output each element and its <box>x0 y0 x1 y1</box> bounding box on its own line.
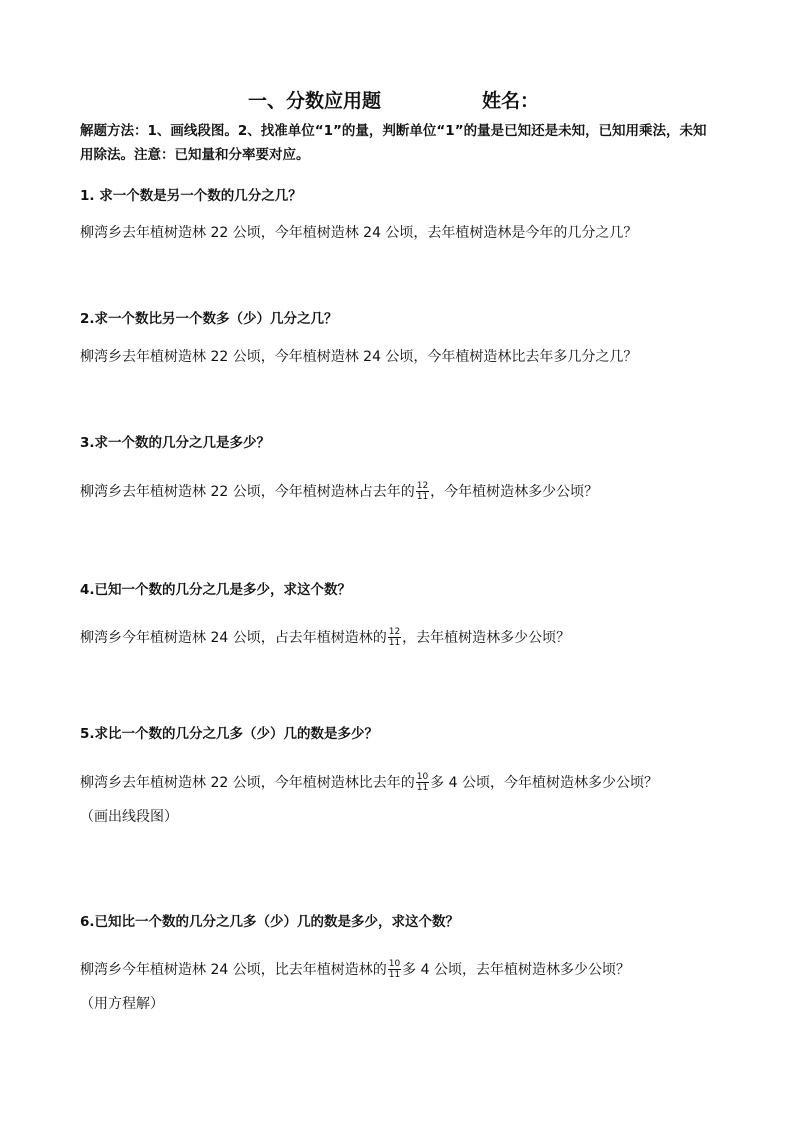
q2-text: 柳湾乡去年植树造林 22 公顷，今年植树造林 24 公顷，今年植树造林比去年多几分之几？ <box>80 349 638 365</box>
q2-heading: 2.求一个数比另一个数多（少）几分之几？ <box>80 311 338 327</box>
q4-fraction-denominator: 11 <box>388 637 401 648</box>
q1-heading: 1. 求一个数是另一个数的几分之几？ <box>80 188 302 204</box>
q3-fraction <box>416 481 429 502</box>
solving-method: 解题方法：1、画线段图。2、找准单位“1”的量，判断单位“1”的量是已知还是未知，已知用乘法，未知用除法。注意：已知量和分率要对应。 <box>80 123 707 163</box>
q3-fraction-denominator: 11 <box>416 491 429 502</box>
q6-note: （用方程解） <box>80 996 164 1012</box>
q6-fraction-denominator: 11 <box>388 969 401 980</box>
q5-fraction <box>416 772 429 793</box>
q1-text: 柳湾乡去年植树造林 22 公顷，今年植树造林 24 公顷，去年植树造林是今年的几分之几？ <box>80 225 638 241</box>
q4-fraction-numerator: 12 <box>388 626 401 637</box>
q5-note: （画出线段图） <box>80 809 178 825</box>
q5-heading: 5.求比一个数的几分之几多（少）几的数是多少？ <box>80 726 379 742</box>
q6-text-before: 柳湾乡今年植树造林 24 公顷，比去年植树造林的 <box>80 962 387 978</box>
q4-fraction <box>388 627 401 648</box>
q4-text-before: 柳湾乡今年植树造林 24 公顷，占去年植树造林的 <box>80 630 387 646</box>
q6-text-after: 多 4 公顷，去年植树造林多少公顷？ <box>402 962 630 978</box>
q5-text <box>80 772 658 794</box>
q3-text-after: ，今年植树造林多少公顷？ <box>430 484 599 500</box>
q3-heading: 3.求一个数的几分之几是多少？ <box>80 435 271 451</box>
q5-text-after: 多 4 公顷，今年植树造林多少公顷？ <box>430 775 658 791</box>
q3-text <box>80 481 598 503</box>
name-label: 姓名： <box>482 90 540 112</box>
page-title: 一、分数应用题 <box>248 90 382 112</box>
q6-fraction <box>388 959 401 980</box>
q4-text <box>80 627 570 649</box>
q4-text-after: ，去年植树造林多少公顷？ <box>402 630 571 646</box>
title-row <box>0 86 794 114</box>
q3-fraction-numerator: 12 <box>416 480 429 491</box>
q4-heading: 4.已知一个数的几分之几是多少，求这个数？ <box>80 582 352 598</box>
q5-fraction-numerator: 10 <box>416 771 429 782</box>
q3-text-before: 柳湾乡去年植树造林 22 公顷，今年植树造林占去年的 <box>80 484 415 500</box>
q5-text-before: 柳湾乡去年植树造林 22 公顷，今年植树造林比去年的 <box>80 775 415 791</box>
q6-heading: 6.已知比一个数的几分之几多（少）几的数是多少，求这个数？ <box>80 914 460 930</box>
q5-fraction-denominator: 11 <box>416 782 429 793</box>
q6-text <box>80 959 630 981</box>
q6-fraction-numerator: 10 <box>388 958 401 969</box>
